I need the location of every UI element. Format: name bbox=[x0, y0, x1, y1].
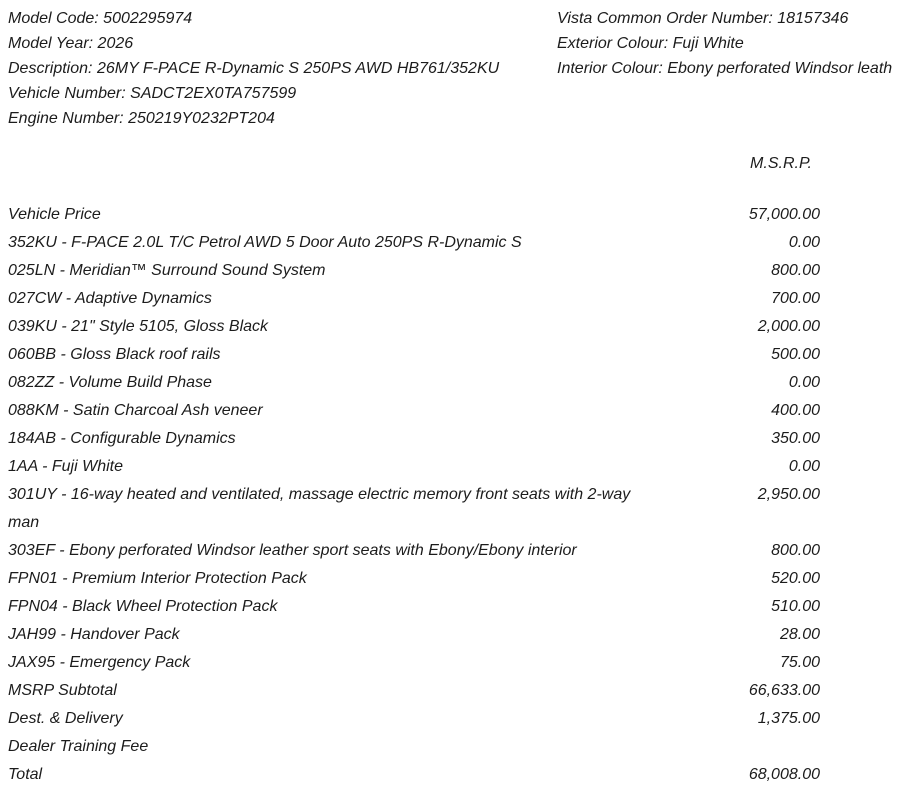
header-left-block bbox=[8, 6, 557, 131]
description-field bbox=[8, 56, 557, 81]
line-item-description: 039KU - 21" Style 5105, Gloss Black bbox=[8, 318, 269, 335]
line-item-price: 0.00 bbox=[788, 234, 820, 251]
line-item-row bbox=[8, 313, 898, 341]
line-item-price: 2,950.00 bbox=[757, 486, 820, 503]
vista-order-number-value: 18157346 bbox=[777, 10, 849, 27]
line-item-row bbox=[8, 341, 898, 369]
line-item-price: 520.00 bbox=[771, 570, 820, 587]
line-item-row bbox=[8, 537, 898, 565]
line-item-description: 184AB - Configurable Dynamics bbox=[8, 430, 236, 447]
line-item-description: JAX95 - Emergency Pack bbox=[8, 654, 191, 671]
line-item-price: 400.00 bbox=[771, 402, 820, 419]
line-item-description: JAH99 - Handover Pack bbox=[8, 626, 180, 643]
line-item-row bbox=[8, 201, 898, 229]
line-item-description: 027CW - Adaptive Dynamics bbox=[8, 290, 212, 307]
engine-number-value: 250219Y0232PT204 bbox=[128, 110, 275, 127]
vehicle-number-field bbox=[8, 81, 557, 106]
line-item-description: 082ZZ - Volume Build Phase bbox=[8, 374, 212, 391]
line-item-description: 088KM - Satin Charcoal Ash veneer bbox=[8, 402, 263, 419]
line-item-price: 510.00 bbox=[771, 598, 820, 615]
line-item-description: FPN04 - Black Wheel Protection Pack bbox=[8, 598, 278, 615]
document-header bbox=[8, 6, 898, 131]
line-item-row bbox=[8, 229, 898, 257]
interior-colour-label: Interior Colour: bbox=[557, 60, 663, 77]
line-item-price: 350.00 bbox=[771, 430, 820, 447]
price-column-header-row bbox=[8, 151, 898, 177]
line-item-price: 700.00 bbox=[771, 290, 820, 307]
line-item-row bbox=[8, 565, 898, 593]
vista-order-number-field bbox=[557, 6, 898, 31]
line-item-price: 800.00 bbox=[771, 542, 820, 559]
msrp-column-header: M.S.R.P. bbox=[750, 155, 812, 172]
line-item-price: 800.00 bbox=[771, 262, 820, 279]
line-item-description: Dealer Training Fee bbox=[8, 738, 149, 755]
line-item-row bbox=[8, 593, 898, 621]
line-item-row bbox=[8, 733, 898, 761]
line-item-description: 301UY - 16-way heated and ventilated, massage electric memory front seats with 2-way man bbox=[8, 486, 631, 531]
line-item-row bbox=[8, 761, 898, 789]
line-item-row bbox=[8, 481, 898, 537]
model-year-field bbox=[8, 31, 557, 56]
line-item-price: 66,633.00 bbox=[748, 682, 820, 699]
line-item-description: 1AA - Fuji White bbox=[8, 458, 123, 475]
line-item-price: 75.00 bbox=[779, 654, 820, 671]
line-item-price: 0.00 bbox=[788, 458, 820, 475]
line-item-row bbox=[8, 677, 898, 705]
model-code-field bbox=[8, 6, 557, 31]
line-item-description: Total bbox=[8, 766, 43, 783]
line-items bbox=[8, 201, 898, 789]
interior-colour-value: Ebony perforated Windsor leath bbox=[667, 60, 893, 77]
engine-number-label: Engine Number: bbox=[8, 110, 124, 127]
line-item-row bbox=[8, 285, 898, 313]
line-item-description: 060BB - Gloss Black roof rails bbox=[8, 346, 221, 363]
interior-colour-field bbox=[557, 56, 898, 81]
model-code-value: 5002295974 bbox=[103, 10, 193, 27]
line-item-description: Dest. & Delivery bbox=[8, 710, 123, 727]
exterior-colour-field bbox=[557, 31, 898, 56]
description-label: Description: bbox=[8, 60, 93, 77]
line-item-row bbox=[8, 257, 898, 285]
line-item-description: MSRP Subtotal bbox=[8, 682, 117, 699]
line-item-description: 303EF - Ebony perforated Windsor leather sport seats with Ebony/Ebony interior bbox=[8, 542, 577, 559]
line-item-row bbox=[8, 425, 898, 453]
model-year-label: Model Year: bbox=[8, 35, 94, 52]
description-value: 26MY F-PACE R-Dynamic S 250PS AWD HB761/352KU bbox=[96, 60, 500, 77]
line-item-row bbox=[8, 621, 898, 649]
line-item-description: 352KU - F-PACE 2.0L T/C Petrol AWD 5 Door Auto 250PS R-Dynamic S bbox=[8, 234, 522, 251]
line-item-price: 1,375.00 bbox=[757, 710, 820, 727]
line-item-description: 025LN - Meridian™ Surround Sound System bbox=[8, 262, 326, 279]
line-item-row bbox=[8, 369, 898, 397]
line-item-price: 68,008.00 bbox=[748, 766, 820, 783]
line-item-row bbox=[8, 649, 898, 677]
model-code-label: Model Code: bbox=[8, 10, 99, 27]
line-item-price: 28.00 bbox=[779, 626, 820, 643]
vehicle-number-label: Vehicle Number: bbox=[8, 85, 126, 102]
line-item-row bbox=[8, 705, 898, 733]
line-item-row bbox=[8, 397, 898, 425]
model-year-value: 2026 bbox=[97, 35, 134, 52]
line-item-description: FPN01 - Premium Interior Protection Pack bbox=[8, 570, 307, 587]
vista-order-number-label: Vista Common Order Number: bbox=[557, 10, 773, 27]
line-item-row bbox=[8, 453, 898, 481]
header-right-block bbox=[557, 6, 898, 131]
exterior-colour-value: Fuji White bbox=[672, 35, 744, 52]
line-item-description: Vehicle Price bbox=[8, 206, 101, 223]
line-item-price: 2,000.00 bbox=[757, 318, 820, 335]
line-item-price: 500.00 bbox=[771, 346, 820, 363]
vehicle-number-value: SADCT2EX0TA757599 bbox=[130, 85, 297, 102]
engine-number-field bbox=[8, 106, 557, 131]
line-item-price: 0.00 bbox=[788, 374, 820, 391]
exterior-colour-label: Exterior Colour: bbox=[557, 35, 669, 52]
line-item-price: 57,000.00 bbox=[748, 206, 820, 223]
